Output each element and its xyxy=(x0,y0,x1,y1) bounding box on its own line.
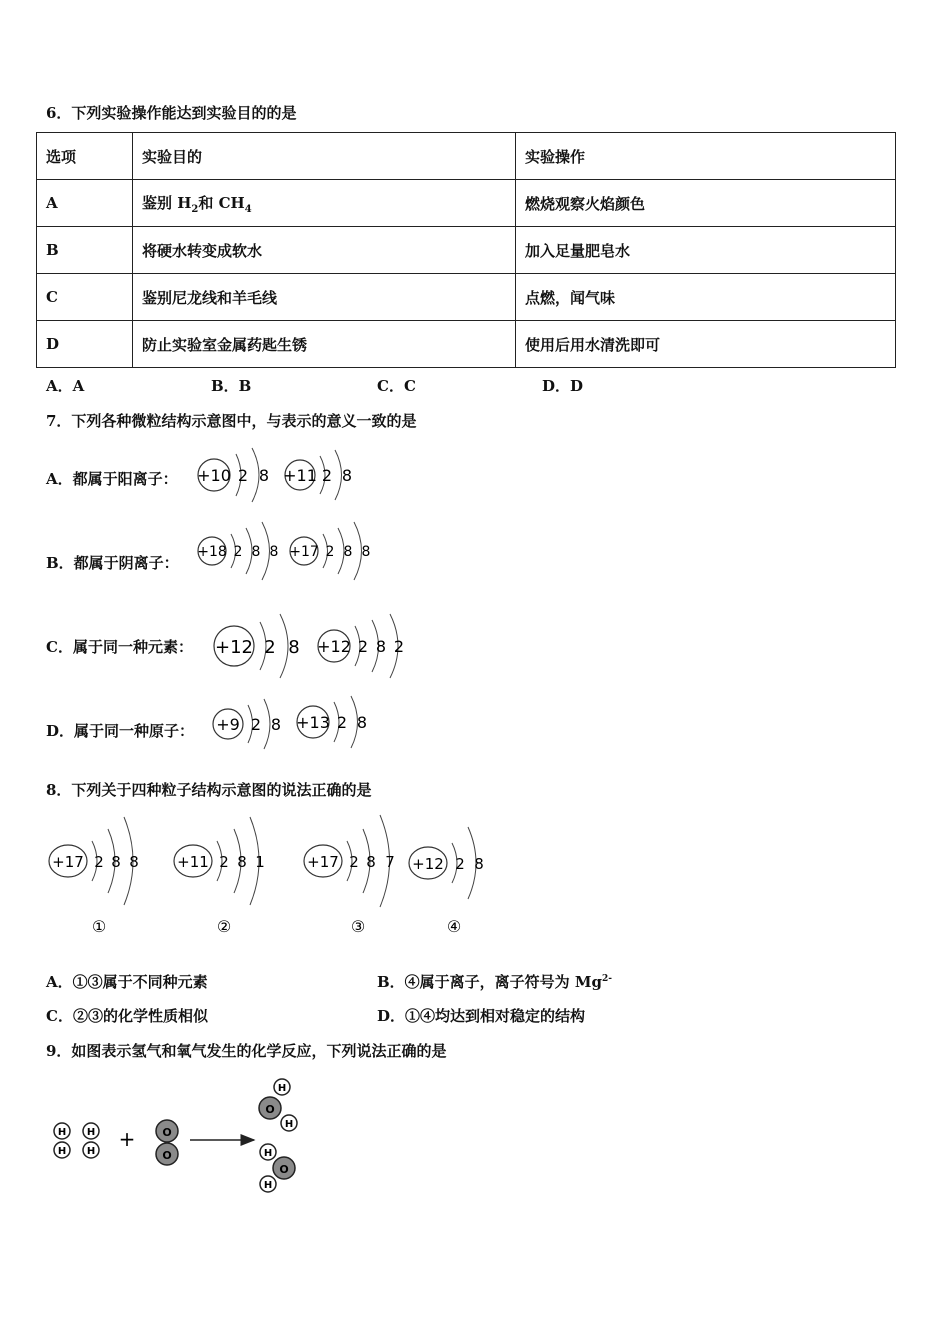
atom-diagram xyxy=(304,815,395,936)
svg-text:+11: +11 xyxy=(177,853,209,871)
q6-choice-c[interactable]: C．C xyxy=(377,377,416,395)
svg-text:+10: +10 xyxy=(197,466,231,485)
svg-text:8: 8 xyxy=(270,715,282,734)
svg-text:8: 8 xyxy=(366,853,376,871)
diagram-number: ② xyxy=(216,917,232,936)
svg-text:7: 7 xyxy=(385,853,395,871)
row-option: B xyxy=(37,227,133,274)
water-molecule xyxy=(259,1079,297,1131)
row-operation: 加入足量肥皂水 xyxy=(516,227,896,274)
svg-text:2: 2 xyxy=(219,853,229,871)
svg-text:+12: +12 xyxy=(215,637,253,658)
svg-text:8: 8 xyxy=(258,466,270,485)
q8-stem: 8．下列关于四种粒子结构示意图的说法正确的是 xyxy=(46,781,372,799)
svg-text:8: 8 xyxy=(375,637,387,656)
svg-text:2: 2 xyxy=(233,544,243,560)
svg-text:8: 8 xyxy=(356,713,368,732)
q6-choice-b[interactable]: B．B xyxy=(211,377,252,395)
svg-text:+17: +17 xyxy=(307,853,339,871)
row-operation: 点燃，闻气味 xyxy=(516,274,896,321)
water-molecule xyxy=(260,1144,295,1192)
q7-option-a-label[interactable]: A．都属于阳离子： xyxy=(46,470,178,488)
plus-sign: + xyxy=(118,1127,136,1151)
q8-choice-a[interactable]: A．①③属于不同种元素 xyxy=(46,973,208,991)
svg-text:H: H xyxy=(86,1127,96,1138)
table-row xyxy=(37,274,896,321)
svg-text:2: 2 xyxy=(94,853,104,871)
svg-text:2: 2 xyxy=(349,853,359,871)
q6-table xyxy=(36,132,896,368)
q9-reaction-diagram xyxy=(0,1070,340,1200)
svg-text:8: 8 xyxy=(237,853,247,871)
diagram-number: ③ xyxy=(350,917,366,936)
q7-option-d-label[interactable]: D．属于同一种原子： xyxy=(46,722,195,740)
svg-text:8: 8 xyxy=(361,544,371,560)
svg-text:2: 2 xyxy=(250,715,262,734)
hydrogen-molecule xyxy=(83,1123,99,1158)
svg-text:8: 8 xyxy=(129,853,139,871)
svg-text:+17: +17 xyxy=(289,544,319,560)
svg-text:+13: +13 xyxy=(296,713,330,732)
svg-text:+9: +9 xyxy=(216,715,240,734)
table-row xyxy=(37,180,896,227)
header-purpose: 实验目的 xyxy=(133,133,516,180)
svg-text:H: H xyxy=(57,1127,67,1138)
q7-stem: 7．下列各种微粒结构示意图中，与表示的意义一致的是 xyxy=(46,412,417,430)
row-option: C xyxy=(37,274,133,321)
row-purpose: 鉴别尼龙线和羊毛线 xyxy=(133,274,516,321)
q6-choice-d[interactable]: D．D xyxy=(542,377,584,395)
q6-choice-a[interactable]: A．A xyxy=(46,377,85,395)
svg-text:8: 8 xyxy=(111,853,121,871)
svg-text:2: 2 xyxy=(325,544,335,560)
oxygen-molecule xyxy=(156,1120,178,1165)
svg-text:H: H xyxy=(57,1146,67,1157)
svg-text:8: 8 xyxy=(343,544,353,560)
q8-choice-b[interactable]: B．④属于离子，离子符号为 $Mg^{2-}$ xyxy=(377,973,612,991)
atom-diagram xyxy=(317,614,404,678)
svg-text:8: 8 xyxy=(474,855,484,873)
q7-option-b-label[interactable]: B．都属于阴离子： xyxy=(46,554,179,572)
svg-text:8: 8 xyxy=(251,544,261,560)
svg-text:8: 8 xyxy=(288,637,300,658)
svg-text:2: 2 xyxy=(357,637,369,656)
row-option: A xyxy=(37,180,133,227)
svg-text:O: O xyxy=(162,1126,172,1139)
row-purpose: 鉴别 $H_2$和 $CH_4$ xyxy=(133,180,516,227)
svg-text:H: H xyxy=(284,1119,294,1130)
row-purpose: 防止实验室金属药匙生锈 xyxy=(133,321,516,368)
svg-text:H: H xyxy=(277,1083,287,1094)
q7-option-c-label[interactable]: C．属于同一种元素： xyxy=(46,638,193,656)
q8-diagrams xyxy=(0,805,520,940)
q9-stem: 9．如图表示氢气和氧气发生的化学反应，下列说法正确的是 xyxy=(46,1042,447,1060)
header-option: 选项 xyxy=(37,133,133,180)
svg-text:+12: +12 xyxy=(317,637,351,656)
svg-text:8: 8 xyxy=(341,466,353,485)
svg-text:2: 2 xyxy=(237,466,249,485)
svg-text:H: H xyxy=(263,1148,273,1159)
q8-choice-d[interactable]: D．①④均达到相对稳定的结构 xyxy=(377,1007,586,1025)
q8-choice-c[interactable]: C．②③的化学性质相似 xyxy=(46,1007,208,1025)
svg-text:O: O xyxy=(279,1163,289,1176)
table-header-row xyxy=(37,133,896,180)
svg-text:2: 2 xyxy=(336,713,348,732)
atom-diagram xyxy=(289,522,370,580)
svg-text:O: O xyxy=(265,1103,275,1116)
svg-text:2: 2 xyxy=(321,466,333,485)
svg-text:+12: +12 xyxy=(412,855,444,873)
atom-diagram xyxy=(197,448,269,502)
atom-diagram xyxy=(197,522,278,580)
diagram-number: ① xyxy=(91,917,107,936)
svg-text:O: O xyxy=(162,1149,172,1162)
svg-text:H: H xyxy=(86,1146,96,1157)
row-option: D xyxy=(37,321,133,368)
atom-diagram xyxy=(296,696,367,748)
atom-diagram xyxy=(409,827,484,936)
header-operation: 实验操作 xyxy=(516,133,896,180)
atom-diagram xyxy=(213,699,281,749)
row-purpose: 将硬水转变成软水 xyxy=(133,227,516,274)
diagram-number: ④ xyxy=(446,917,462,936)
q6-stem: 6．下列实验操作能达到实验目的的是 xyxy=(46,104,297,122)
svg-text:8: 8 xyxy=(269,544,279,560)
svg-text:+18: +18 xyxy=(197,544,227,560)
q7-diagrams xyxy=(0,440,420,760)
atom-diagram xyxy=(214,614,300,678)
svg-text:H: H xyxy=(263,1180,273,1191)
svg-text:2: 2 xyxy=(393,637,405,656)
svg-text:1: 1 xyxy=(255,853,265,871)
row-operation: 使用后用水清洗即可 xyxy=(516,321,896,368)
atom-diagram xyxy=(283,450,352,500)
svg-text:+11: +11 xyxy=(283,466,317,485)
atom-diagram xyxy=(174,817,265,936)
table-row xyxy=(37,227,896,274)
row-operation: 燃烧观察火焰颜色 xyxy=(516,180,896,227)
atom-diagram xyxy=(49,817,139,936)
hydrogen-molecule xyxy=(54,1123,70,1158)
svg-text:2: 2 xyxy=(455,855,465,873)
svg-text:+17: +17 xyxy=(52,853,84,871)
table-row xyxy=(37,321,896,368)
svg-text:2: 2 xyxy=(264,637,276,658)
